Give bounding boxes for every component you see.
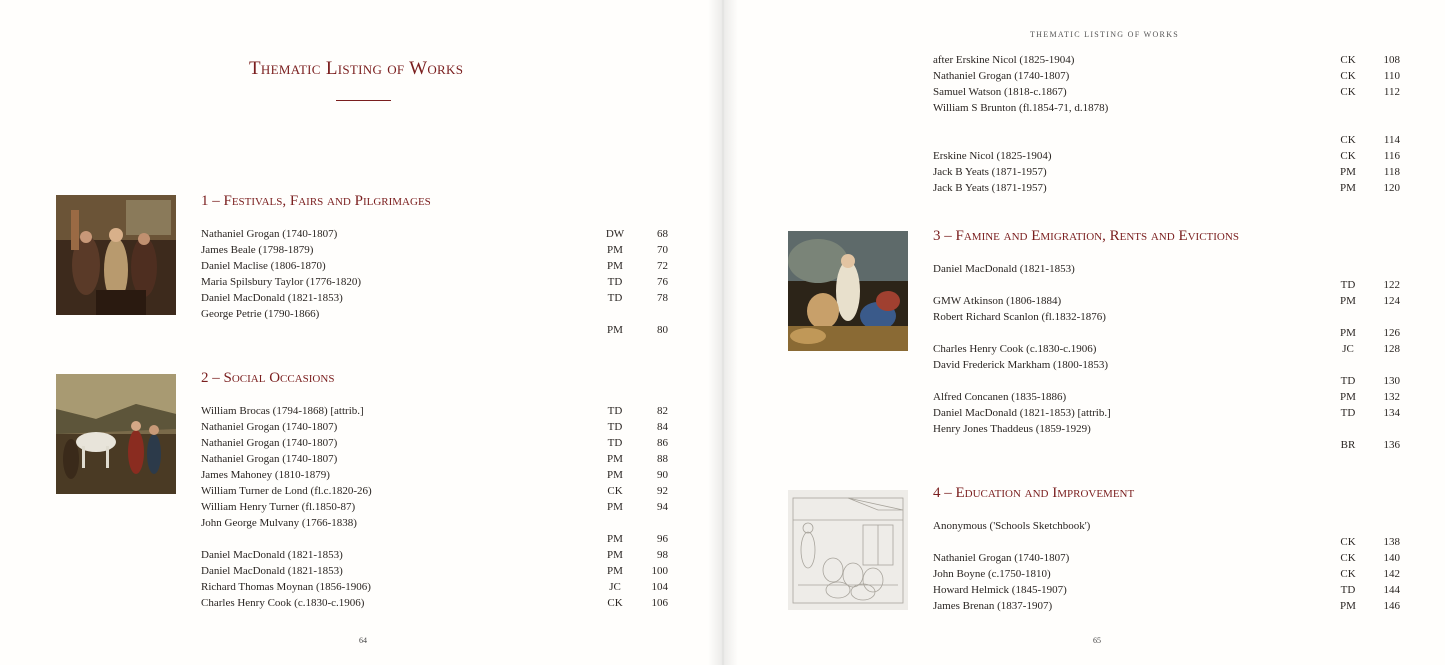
page-number: 146 (1383, 600, 1400, 612)
page-number: 144 (1383, 584, 1400, 596)
artist-name: Maria Spilsbury Taylor (1776-1820) (201, 276, 362, 288)
source-code: PM (607, 533, 623, 545)
artist-name: Anonymous ('Schools Sketchbook') (933, 520, 1091, 532)
page-number: 124 (1383, 295, 1400, 307)
artist-name: Henry Jones Thaddeus (1859-1929) (933, 423, 1091, 435)
artist-name: Nathaniel Grogan (1740-1807) (933, 70, 1070, 82)
page-number: 142 (1383, 568, 1400, 580)
source-code: CK (1340, 70, 1356, 82)
source-code: TD (607, 437, 623, 449)
page-number: 78 (657, 292, 668, 304)
artist-name: GMW Atkinson (1806-1884) (933, 295, 1062, 307)
artist-name: Nathaniel Grogan (1740-1807) (201, 453, 338, 465)
source-code: PM (607, 324, 623, 336)
education-thumbnail-image (788, 490, 908, 610)
page-number: 70 (657, 244, 668, 256)
page-number: 76 (657, 276, 668, 288)
page-number: 132 (1383, 391, 1400, 403)
artist-name: Charles Henry Cook (c.1830-c.1906) (201, 597, 365, 609)
page-number: 134 (1383, 407, 1400, 419)
source-code: TD (1340, 584, 1356, 596)
page-number: 100 (651, 565, 668, 577)
page-number: 80 (657, 324, 668, 336)
famine-thumbnail-image (788, 231, 908, 351)
source-code: JC (1342, 343, 1354, 355)
page-number: 120 (1383, 182, 1400, 194)
source-code: CK (1340, 568, 1356, 580)
page-title: Thematic Listing of Works (249, 58, 464, 79)
social-thumbnail-image (56, 374, 176, 494)
source-code: BR (1340, 439, 1356, 451)
artist-name: Nathaniel Grogan (1740-1807) (933, 552, 1070, 564)
source-code: PM (607, 453, 623, 465)
source-code: JC (609, 581, 621, 593)
page-number: 86 (657, 437, 668, 449)
running-head: THEMATIC LISTING OF WORKS (1030, 30, 1180, 39)
source-code: PM (607, 501, 623, 513)
source-code: PM (607, 469, 623, 481)
section-title-festivals: 1 – Festivals, Fairs and Pilgrimages (201, 193, 431, 209)
page-number: 98 (657, 549, 668, 561)
artist-name: Daniel MacDonald (1821-1853) (201, 565, 343, 577)
page-number: 110 (1383, 70, 1400, 82)
artist-name: Robert Richard Scanlon (fl.1832-1876) (933, 311, 1106, 323)
page-number: 82 (657, 405, 668, 417)
page-number: 112 (1383, 86, 1400, 98)
source-code: PM (1340, 166, 1356, 178)
source-code: PM (1340, 600, 1356, 612)
artist-name: Nathaniel Grogan (1740-1807) (201, 421, 338, 433)
title-rule (336, 100, 391, 101)
page-number: 136 (1383, 439, 1400, 451)
source-code: PM (607, 244, 623, 256)
artist-name: Richard Thomas Moynan (1856-1906) (201, 581, 371, 593)
artist-name: Jack B Yeats (1871-1957) (933, 166, 1047, 178)
source-code: TD (607, 276, 623, 288)
page-number: 122 (1383, 279, 1400, 291)
page-number: 84 (657, 421, 668, 433)
artist-name: Jack B Yeats (1871-1957) (933, 182, 1047, 194)
source-code: CK (1340, 552, 1356, 564)
source-code: TD (607, 292, 623, 304)
folio-right: 65 (1093, 636, 1101, 645)
source-code: PM (607, 549, 623, 561)
source-code: CK (1340, 150, 1356, 162)
festivals-thumbnail-image (56, 195, 176, 315)
artist-name: Samuel Watson (1818-c.1867) (933, 86, 1067, 98)
artist-name: Charles Henry Cook (c.1830-c.1906) (933, 343, 1097, 355)
source-code: TD (1340, 279, 1356, 291)
artist-name: David Frederick Markham (1800-1853) (933, 359, 1109, 371)
page-number: 96 (657, 533, 668, 545)
page-number: 68 (657, 228, 668, 240)
folio-left: 64 (359, 636, 367, 645)
page-number: 72 (657, 260, 668, 272)
source-code: CK (607, 485, 623, 497)
page-number: 140 (1383, 552, 1400, 564)
page-number: 94 (657, 501, 668, 513)
source-code: PM (1340, 391, 1356, 403)
artist-name: Daniel MacDonald (1821-1853) [attrib.] (933, 407, 1111, 419)
page-number: 92 (657, 485, 668, 497)
source-code: CK (1340, 86, 1356, 98)
page-number: 106 (651, 597, 668, 609)
page-number: 130 (1383, 375, 1400, 387)
artist-name: William S Brunton (fl.1854-71, d.1878) (933, 102, 1109, 114)
source-code: CK (1340, 54, 1356, 66)
artist-name: Daniel MacDonald (1821-1853) (201, 549, 343, 561)
book-gutter (708, 0, 738, 665)
source-code: DW (605, 228, 625, 240)
source-code: PM (607, 565, 623, 577)
artist-name: Daniel Maclise (1806-1870) (201, 260, 326, 272)
page-number: 116 (1383, 150, 1400, 162)
section-title-social: 2 – Social Occasions (201, 370, 335, 386)
page-number: 118 (1383, 166, 1400, 178)
artist-name: William Turner de Lond (fl.c.1820-26) (201, 485, 372, 497)
artist-name: Nathaniel Grogan (1740-1807) (201, 228, 338, 240)
artist-name: John Boyne (c.1750-1810) (933, 568, 1051, 580)
source-code: TD (1340, 407, 1356, 419)
artist-name: Nathaniel Grogan (1740-1807) (201, 437, 338, 449)
artist-name: Daniel MacDonald (1821-1853) (933, 263, 1075, 275)
artist-name: John George Mulvany (1766-1838) (201, 517, 357, 529)
source-code: PM (1340, 327, 1356, 339)
artist-name: William Brocas (1794-1868) [attrib.] (201, 405, 364, 417)
source-code: TD (1340, 375, 1356, 387)
source-code: CK (607, 597, 623, 609)
page-number: 104 (651, 581, 668, 593)
page-number: 128 (1383, 343, 1400, 355)
page-number: 114 (1383, 134, 1400, 146)
artist-name: James Mahoney (1810-1879) (201, 469, 330, 481)
artist-name: Alfred Concanen (1835-1886) (933, 391, 1067, 403)
section-title-education: 4 – Education and Improvement (933, 485, 1135, 501)
source-code: TD (607, 405, 623, 417)
artist-name: after Erskine Nicol (1825-1904) (933, 54, 1075, 66)
section-title-famine: 3 – Famine and Emigration, Rents and Evictions (933, 228, 1239, 244)
artist-name: Howard Helmick (1845-1907) (933, 584, 1067, 596)
artist-name: James Brenan (1837-1907) (933, 600, 1053, 612)
artist-name: Erskine Nicol (1825-1904) (933, 150, 1052, 162)
source-code: CK (1340, 536, 1356, 548)
artist-name: William Henry Turner (fl.1850-87) (201, 501, 356, 513)
page-number: 90 (657, 469, 668, 481)
page-number: 88 (657, 453, 668, 465)
source-code: PM (1340, 182, 1356, 194)
page-number: 126 (1383, 327, 1400, 339)
source-code: CK (1340, 134, 1356, 146)
source-code: PM (1340, 295, 1356, 307)
source-code: PM (607, 260, 623, 272)
artist-name: Daniel MacDonald (1821-1853) (201, 292, 343, 304)
page-number: 138 (1383, 536, 1400, 548)
artist-name: George Petrie (1790-1866) (201, 308, 320, 320)
page-number: 108 (1383, 54, 1400, 66)
artist-name: James Beale (1798-1879) (201, 244, 314, 256)
source-code: TD (607, 421, 623, 433)
